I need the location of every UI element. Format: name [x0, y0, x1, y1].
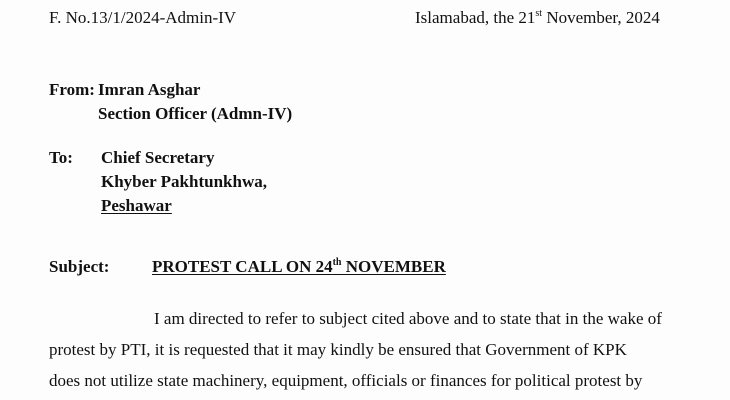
date-prefix: Islamabad, the 21	[415, 8, 536, 27]
date-ordinal: st	[535, 8, 543, 19]
recipient-line-1: Chief Secretary	[101, 148, 215, 167]
to-label: To:	[49, 148, 73, 167]
sender-name: Imran Asghar	[98, 80, 201, 99]
letter-date	[415, 8, 660, 28]
body-line-1: I am directed to refer to subject cited above and to state that in the wake of	[154, 309, 662, 328]
body-line-2: protest by PTI, it is requested that it may kindly be ensured that Government of KPK	[49, 340, 627, 359]
date-rest: November, 2024	[542, 8, 660, 27]
sender-designation: Section Officer (Admn-IV)	[98, 104, 293, 123]
subject-text	[152, 257, 446, 277]
body-line-3: does not utilize state machinery, equipment, officials or finances for political protest by	[49, 371, 643, 390]
subject-ordinal: th	[332, 257, 342, 268]
subject-rest: NOVEMBER	[341, 257, 446, 276]
recipient-line-2: Khyber Pakhtunkhwa,	[101, 172, 267, 191]
file-number: F. No.13/1/2024-Admin-IV	[49, 8, 237, 27]
subject-label: Subject:	[49, 257, 110, 276]
subject-prefix: PROTEST CALL ON 24	[152, 257, 333, 276]
recipient-line-3: Peshawar	[101, 196, 172, 215]
from-label: From:	[49, 80, 95, 99]
body-paragraph	[49, 303, 664, 396]
